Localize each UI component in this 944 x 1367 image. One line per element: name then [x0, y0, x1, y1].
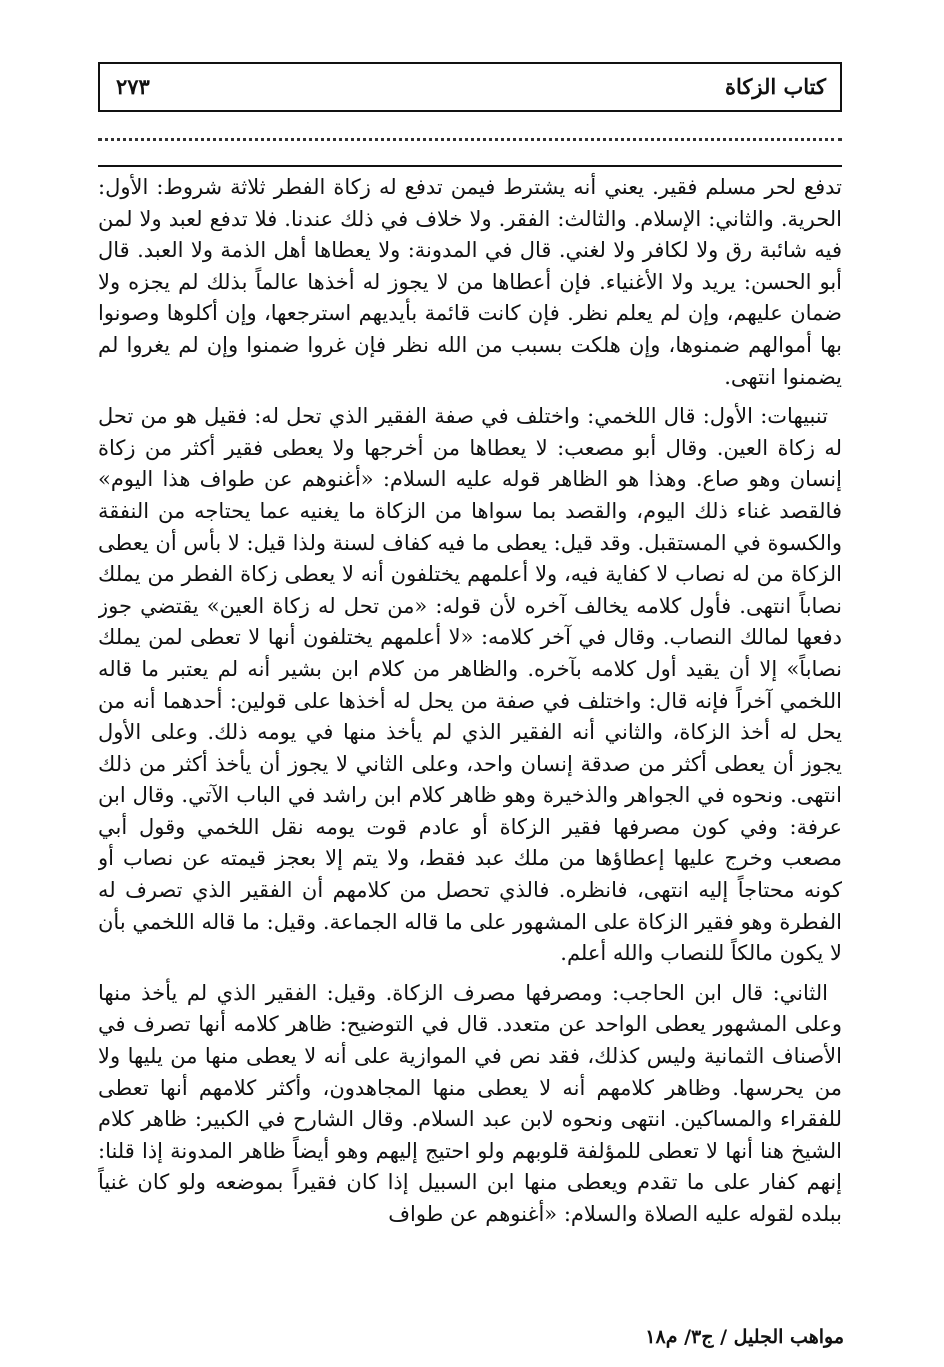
- page-footer: مواهب الجليل / ج٣/ م١٨: [645, 1326, 844, 1348]
- paragraph-3: الثاني: قال ابن الحاجب: ومصرفها مصرف الزكاة. وقيل: الفقير الذي لم يأخذ منها وعلى المشهور يعطى الواحد عن متعدد. قال في التوضيح: ظاهر كلامه أنها تصرف في الأصناف الثمانية وليس كذلك، فقد نص في الموازية على أنه لا يعطى منها من يليها ولا من يحرسها. وظاهر كلامهم أنه لا يعطى منها المجاهدون، وأكثر كلامهم أنها تعطى للفقراء والمساكين. انتهى ونحوه لابن عبد السلام. وقال الشارح في الكبير: ظاهر كلام الشيخ هنا أنها لا تعطى للمؤلفة قلوبهم ولو احتيج إليهم وهو أيضاً ظاهر المدونة إذا قلنا: إنهم كفار على ما تقدم ويعطى منها ابن السبيل إذا كان فقيراً بموضعه ولو كان غنياً ببلده لقوله عليه الصلاة والسلام: «أغنوهم عن طواف: [98, 980, 842, 1226]
- running-header: [98, 62, 842, 112]
- chapter-title: كتاب الزكاة: [724, 74, 826, 99]
- body-text: [98, 172, 842, 1322]
- dotted-divider: [98, 138, 842, 141]
- page-number: ٢٧٣: [116, 74, 150, 99]
- paragraph-1: تدفع لحر مسلم فقير. يعني أنه يشترط فيمن تدفع له زكاة الفطر ثلاثة شروط: الأول: الحرية. والثاني: الإسلام. والثالث: الفقر. ولا خلاف في ذلك عندنا. فلا تدفع لعبد ولا لمن فيه شائبة رق ولا لكافر ولا لغني. قال في المدونة: ولا يعطاها أهل الذمة ولا العبد. قال أبو الحسن: يريد ولا الأغنياء. فإن أعطاها من لا يجوز له أخذها عالماً بذلك لم يجزه ولا ضمان عليهم، وإن لم يعلم نظر. فإن كانت قائمة بأيديهم استرجعها، وإن أكلوها وصونوا بها أموالهم ضمنوها، وإن هلكت بسبب من الله نظر فإن غروا ضمنوا وإن لم يغروا لم يضمنوا انتهى.: [98, 175, 842, 389]
- header-rule: [98, 165, 842, 167]
- paragraph-2: تنبيهات: الأول: قال اللخمي: واختلف في صفة الفقير الذي تحل له: فقيل هو من تحل له زكاة العين. وقال أبو مصعب: لا يعطاها من أخرجها ولا يعطى فقير أكثر من زكاة إنسان وهو صاع. وهذا هو الظاهر قوله عليه السلام: «أغنوهم عن طواف هذا اليوم» فالقصد غناء ذلك اليوم، والقصد بما سواها من الزكاة ما يغنيه عما يحتاجه من النفقة والكسوة في المستقبل. وقد قيل: يعطى ما فيه كفاف لسنة ولذا قيل: لا بأس أن يعطى الزكاة من له نصاب لا كفاية فيه، ولا أعلمهم يختلفون أنه لا يعطى زكاة الفطر من يملك نصاباً انتهى. فأول كلامه يخالف آخره لأن قوله: «من تحل له زكاة العين» يقتضي جوز دفعها لمالك النصاب. وقال في آخر كلامه: «لا أعلمهم يختلفون أنها لا تعطى لمن يملك نصاباً» إلا أن يقيد أول كلامه بآخره. والظاهر من كلام ابن بشير أنه لم يعتبر ما قاله اللخمي آخراً فإنه قال: واختلف في صفة من يحل له أخذها على قولين: أحدهما أنه من يحل له أخذ الزكاة، والثاني أنه الفقير الذي لم يأخذ منها في يومه ذلك. وعلى الأول يجوز أن يعطى أكثر من صدقة إنسان واحد، وعلى الثاني لا يجوز أن يأخذ أكثر من ذلك انتهى. ونحوه في الجواهر والذخيرة وهو ظاهر كلام ابن راشد في الباب الآتي. وقال ابن عرفة: وفي كون مصرفها فقير الزكاة أو عادم قوت يومه نقل اللخمي وقول أبي مصعب وخرج عليها إعطاؤها من ملك عبد فقط، ولا يتم إلا بعجز قيمته عن نصاب أو كونه محتاجاً إليه انتهى، فانظره. فالذي تحصل من كلامهم أن الفقير الذي تصرف له الفطرة وهو فقير الزكاة على المشهور على ما قاله الجماعة. وقيل: ما قاله اللخمي بأن لا يكون مالكاً للنصاب والله أعلم.: [98, 404, 842, 966]
